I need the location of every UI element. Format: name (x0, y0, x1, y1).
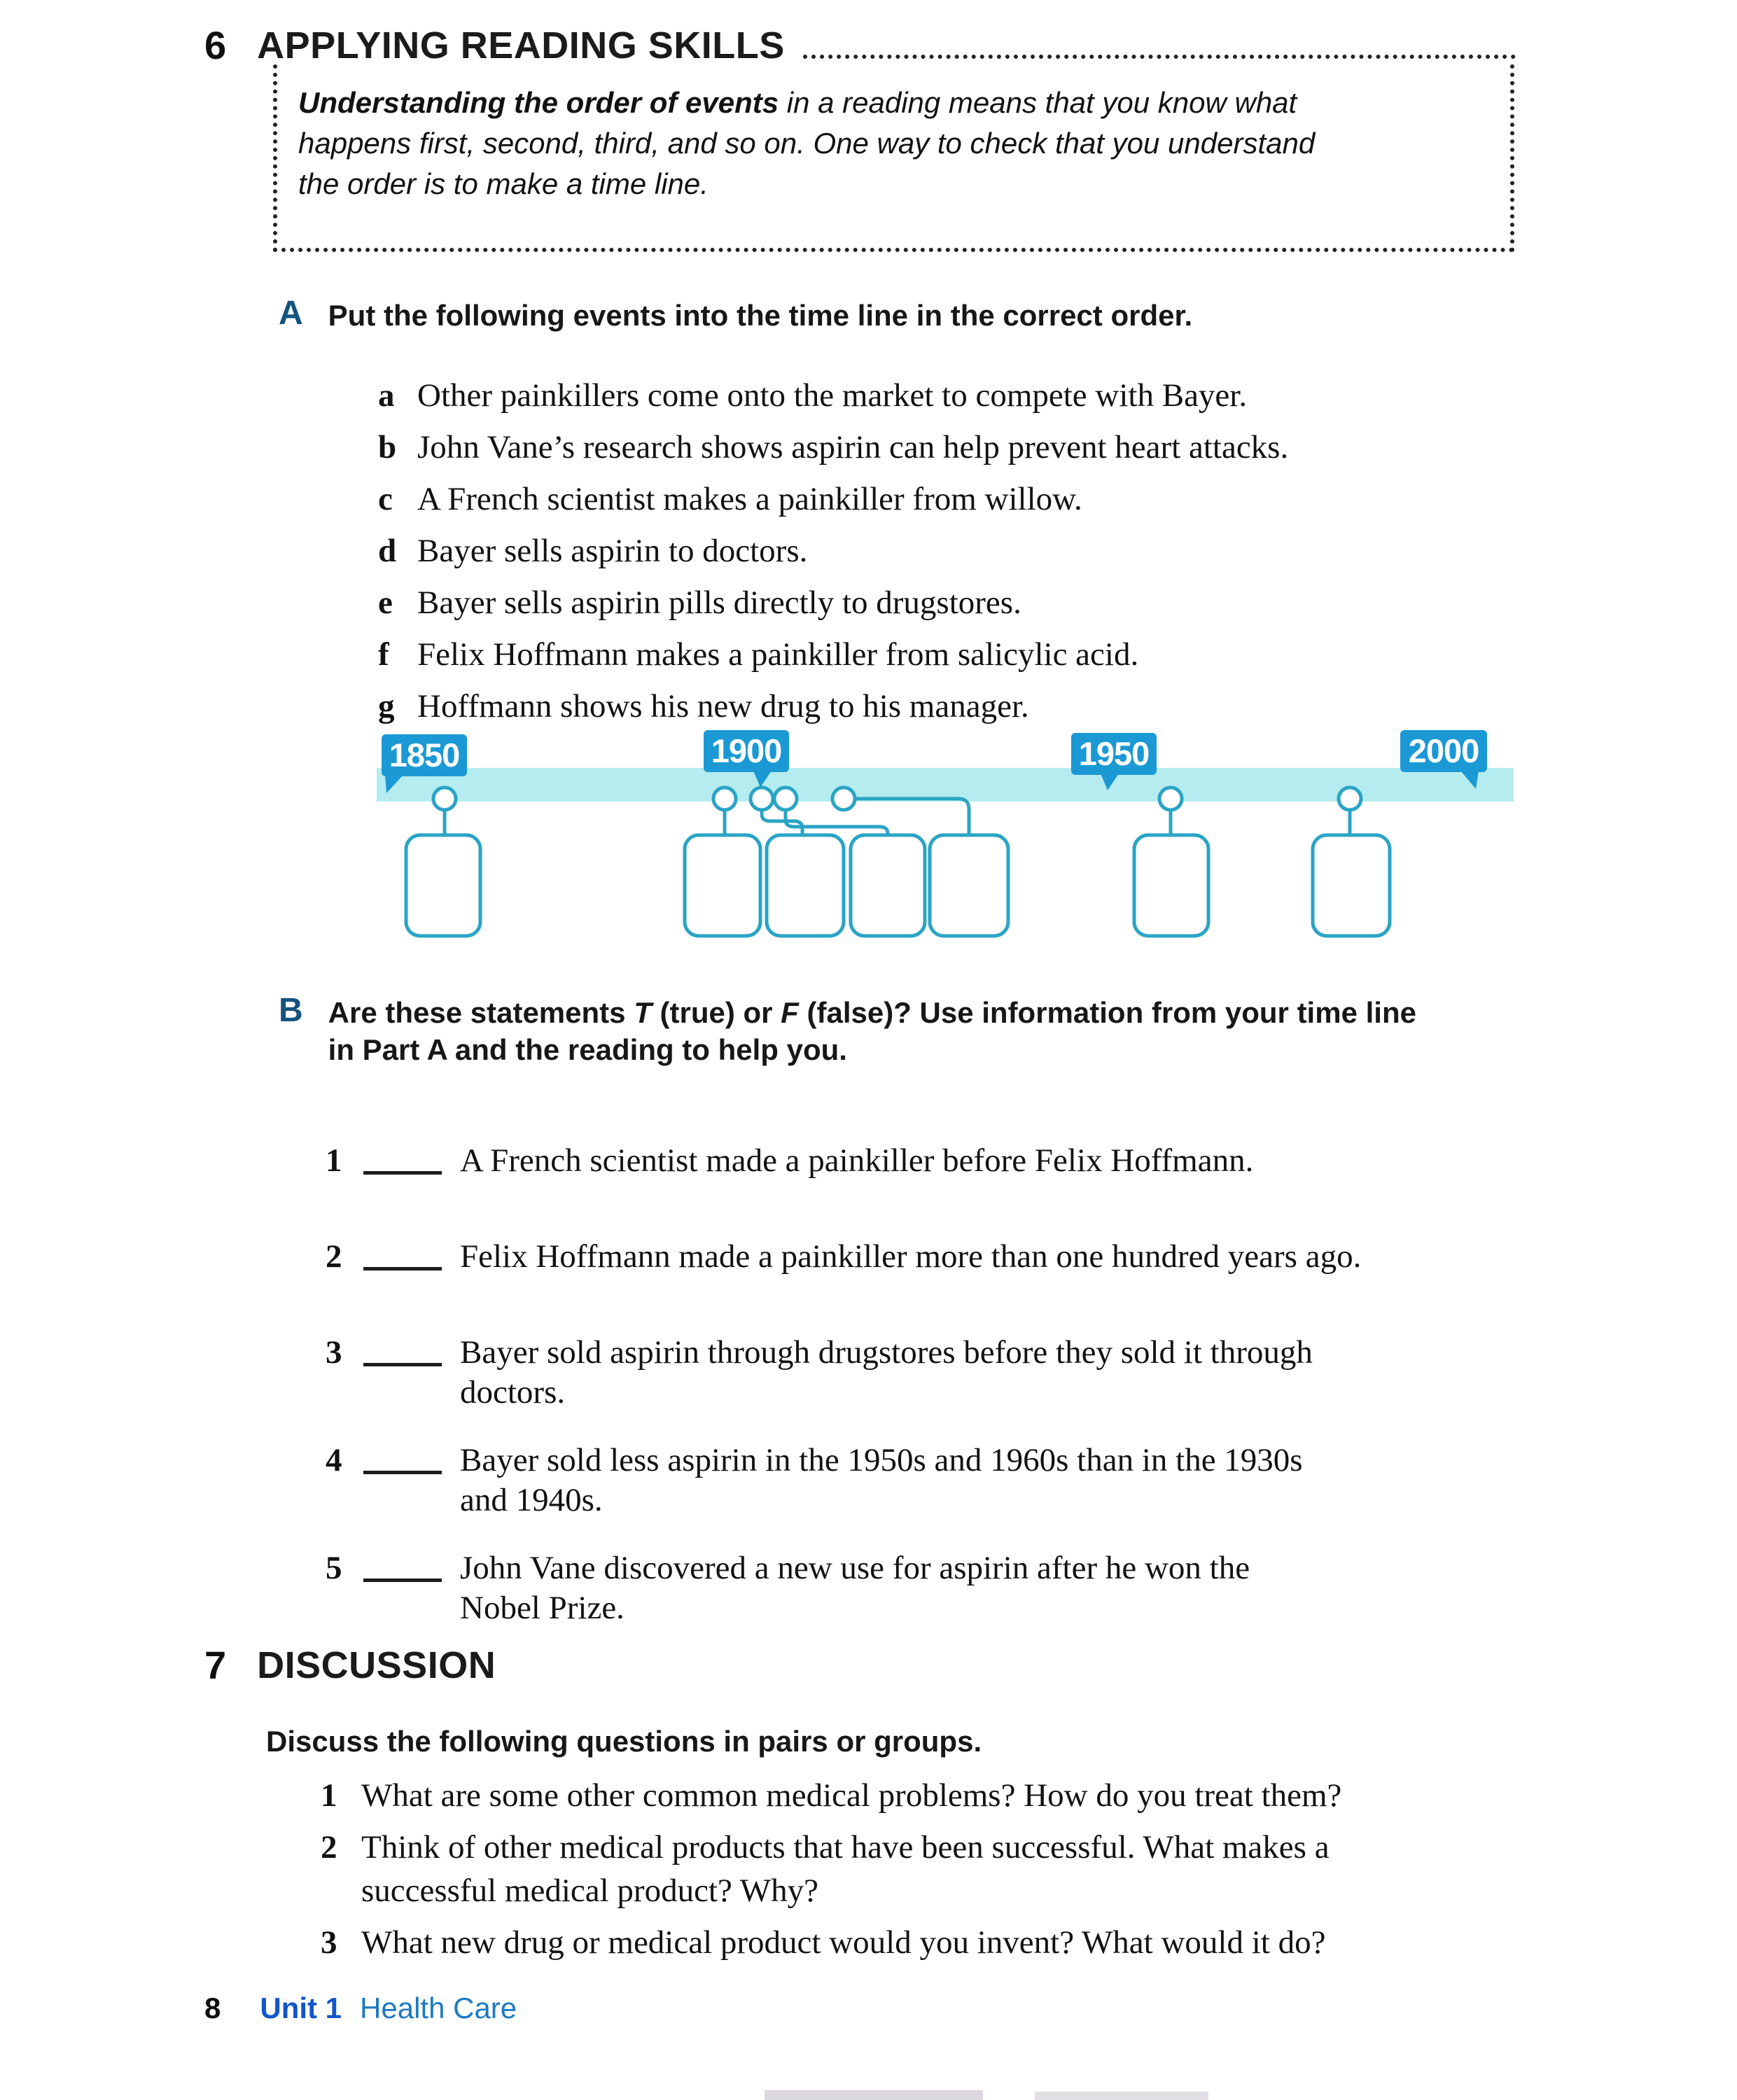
statement-line: John Vane discovered a new use for aspirin after he won the (460, 1550, 1250, 1586)
event-text: Felix Hoffmann makes a painkiller from salicylic acid. (417, 636, 1139, 673)
event-item (378, 377, 1288, 428)
year-label: 2000 (1408, 732, 1479, 769)
statement-text (460, 1141, 1253, 1181)
part-b-instruction-line2: in Part A and the reading to help you. (328, 1033, 847, 1066)
timeline-figure (364, 724, 1526, 941)
question-text (361, 1921, 1325, 1964)
question-text (361, 1774, 1341, 1817)
unit-title: Health Care (360, 1991, 517, 2024)
statement-number: 3 (326, 1334, 342, 1371)
event-letter: d (378, 533, 397, 569)
statement-line: and 1940s. (460, 1482, 603, 1518)
event-item (378, 636, 1288, 687)
question-line: Think of other medical products that have been successful. What makes a (361, 1829, 1330, 1865)
event-item (378, 532, 1288, 584)
instruction-segment: (false)? Use information from your time line (798, 996, 1416, 1029)
statement-line: Nobel Prize. (460, 1590, 625, 1626)
event-text: Bayer sells aspirin to doctors. (417, 533, 808, 569)
event-text: Hoffmann shows his new drug to his manager. (417, 688, 1029, 724)
section-number: 6 (204, 23, 227, 67)
dotted-leader (803, 55, 1516, 59)
event-letter: g (378, 688, 395, 724)
answer-blank[interactable] (363, 1441, 442, 1474)
skill-box-line1-rest: in a reading means that you know what (779, 86, 1297, 119)
event-text: Bayer sells aspirin pills directly to drugstores. (417, 584, 1021, 621)
timeline-answer-box[interactable] (851, 835, 925, 936)
event-letter: e (378, 584, 393, 621)
question-line: What new drug or medical product would you invent? What would it do? (361, 1924, 1326, 1961)
question-number: 3 (321, 1924, 337, 1961)
statement-number: 4 (326, 1442, 342, 1478)
timeline-connector (855, 799, 969, 835)
statement-line: Bayer sold aspirin through drugstores before they sold it through (460, 1334, 1313, 1371)
unit-label: Unit 1 (260, 1991, 342, 2024)
answer-blank[interactable] (363, 1141, 442, 1175)
timeline-node (713, 788, 736, 810)
timeline-answer-box[interactable] (685, 835, 760, 936)
event-letter: b (378, 429, 397, 465)
section-title: DISCUSSION (257, 1644, 496, 1686)
part-b-label: B (279, 992, 303, 1029)
event-text: A French scientist makes a painkiller from willow. (417, 481, 1082, 517)
event-letter: a (378, 377, 395, 414)
event-item (378, 480, 1288, 532)
timeline-answer-box[interactable] (1313, 835, 1390, 936)
answer-blank[interactable] (363, 1333, 442, 1366)
section-title: APPLYING READING SKILLS (257, 24, 785, 66)
question-row (321, 1921, 1341, 1964)
timeline-answer-box[interactable] (1134, 835, 1208, 936)
part-a-label: A (279, 295, 303, 332)
statement-row (326, 1441, 1361, 1520)
event-item (378, 428, 1288, 480)
statement-line: Bayer sold less aspirin in the 1950s and 1960s than in the 1930s (460, 1442, 1303, 1478)
skill-box-line2: happens first, second, third, and so on. One way to check that you understand (298, 127, 1316, 160)
statement-line: Felix Hoffmann made a painkiller more than one hundred years ago. (460, 1238, 1362, 1275)
part-b-instruction (328, 993, 1416, 1068)
page-number: 8 (204, 1991, 221, 2024)
timeline-answer-box[interactable] (767, 835, 844, 936)
answer-blank[interactable] (363, 1237, 442, 1270)
page-edge-artifact (1035, 2092, 1208, 2100)
reading-skill-box (273, 64, 1514, 252)
statement-text (460, 1548, 1250, 1628)
statement-text (460, 1441, 1303, 1520)
year-label: 1850 (389, 736, 460, 774)
year-label: 1950 (1078, 735, 1150, 772)
event-text: Other painkillers come onto the market to compete with Bayer. (417, 377, 1248, 414)
question-text (361, 1826, 1330, 1912)
timeline-connectors (445, 799, 1350, 835)
event-letter: f (378, 636, 389, 673)
event-item (378, 584, 1288, 636)
statement-row (326, 1141, 1361, 1181)
part-a-instruction: Put the following events into the time line in the correct order. (328, 299, 1193, 332)
question-line: successful medical product? Why? (361, 1872, 818, 1909)
timeline-node (774, 788, 797, 810)
question-number: 2 (321, 1829, 337, 1865)
question-row (321, 1774, 1341, 1817)
question-line: What are some other common medical problems? How do you treat them? (361, 1777, 1342, 1814)
discussion-intro: Discuss the following questions in pairs or groups. (266, 1725, 982, 1758)
statement-number: 1 (326, 1142, 342, 1179)
question-number: 1 (321, 1777, 337, 1814)
statement-row (326, 1333, 1361, 1413)
false-symbol: F (781, 996, 799, 1029)
part-b-instruction-line1 (328, 996, 1416, 1029)
instruction-segment: Are these statements (328, 996, 634, 1029)
statement-row (326, 1237, 1361, 1277)
event-letter: c (378, 481, 393, 517)
timeline-node (433, 788, 456, 810)
timeline-node (832, 788, 855, 810)
timeline-node (751, 788, 773, 810)
statement-list (326, 1141, 1361, 1656)
timeline-node (1159, 788, 1182, 810)
skill-box-lead: Understanding the order of events (298, 86, 779, 119)
skill-box-line3: the order is to make a time line. (298, 167, 709, 200)
timeline-graphic (364, 724, 1526, 941)
question-list (321, 1774, 1341, 1973)
section-6-header (204, 24, 1516, 67)
true-symbol: T (634, 996, 652, 1029)
year-label: 1900 (711, 732, 782, 769)
timeline-connector (762, 810, 802, 835)
statement-row (326, 1548, 1361, 1628)
statement-text (460, 1333, 1313, 1413)
timeline-answer-box[interactable] (930, 835, 1008, 936)
section-number: 7 (204, 1643, 227, 1687)
event-text: John Vane’s research shows aspirin can help prevent heart attacks. (417, 429, 1289, 465)
timeline-answer-boxes (406, 835, 1390, 936)
part-b-header (279, 993, 1416, 1068)
page-footer (204, 1991, 517, 2025)
timeline-node (1339, 788, 1361, 810)
instruction-segment: (true) or (651, 996, 781, 1029)
timeline-answer-box[interactable] (406, 835, 480, 936)
event-list (378, 377, 1288, 739)
question-row (321, 1826, 1341, 1912)
statement-number: 2 (326, 1238, 342, 1275)
statement-line: doctors. (460, 1374, 566, 1410)
page-edge-artifact (765, 2090, 983, 2100)
part-a-header (279, 295, 1192, 334)
section-7-header (204, 1644, 496, 1687)
statement-number: 5 (326, 1550, 342, 1586)
statement-line: A French scientist made a painkiller before Felix Hoffmann. (460, 1142, 1254, 1179)
answer-blank[interactable] (363, 1548, 442, 1582)
statement-text (460, 1237, 1361, 1277)
